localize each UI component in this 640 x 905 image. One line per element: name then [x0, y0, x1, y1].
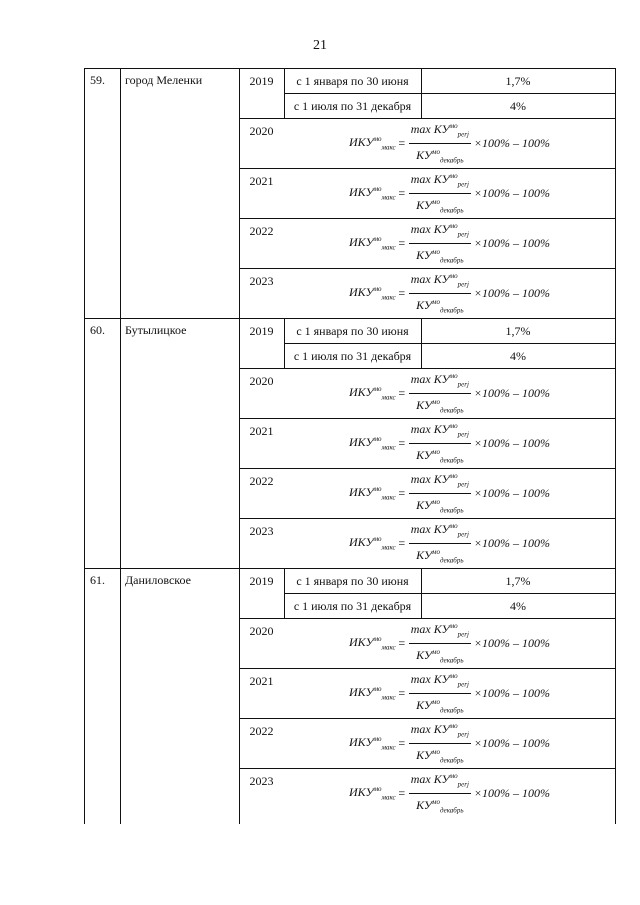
formula-lhs-sup: мо — [373, 234, 382, 243]
formula-den-sub: декабрь — [439, 155, 464, 164]
value-cell: 1,7% — [505, 324, 531, 338]
formula-lhs — [349, 535, 396, 551]
formula-numerator — [409, 519, 471, 543]
formula-equals: = — [397, 535, 406, 550]
formula-tail: ×100% – 100% — [473, 785, 550, 800]
year-cell: 2023 — [249, 274, 274, 288]
formula-den-sub: декабрь — [439, 755, 464, 764]
tariff-table — [84, 68, 615, 824]
formula-tail: ×100% – 100% — [473, 535, 550, 550]
year-cell: 2022 — [249, 724, 274, 738]
formula-den-sub: декабрь — [439, 255, 464, 264]
formula-num-sup: мо — [449, 422, 458, 431]
row-number: 59. — [90, 73, 105, 87]
formula-denominator — [416, 544, 463, 567]
formula-lhs-sub: макс — [381, 293, 396, 302]
formula-lhs-sub: макс — [381, 193, 396, 202]
period-cell: с 1 января по 30 июня — [296, 324, 409, 338]
col-divider-num — [120, 68, 121, 318]
formula-denominator — [416, 144, 463, 167]
formula-num-sub: реrj — [457, 630, 469, 639]
formula-num-sup: мо — [449, 372, 458, 381]
ikum-formula — [284, 268, 615, 318]
formula-fraction — [409, 419, 471, 467]
formula-numerator — [409, 269, 471, 293]
formula-num-text: max КУ — [410, 122, 450, 137]
sub-row-divider — [284, 593, 616, 594]
formula-equals: = — [397, 485, 406, 500]
formula-den-text: КУ — [416, 497, 432, 512]
formula-denominator — [416, 194, 463, 217]
formula-lhs — [349, 185, 396, 201]
formula-equals: = — [397, 635, 406, 650]
formula-num-sup: мо — [449, 772, 458, 781]
formula-denominator — [416, 644, 463, 667]
block-border — [84, 318, 616, 319]
formula-equals: = — [397, 235, 406, 250]
formula-den-sup: мо — [432, 797, 440, 806]
table-border-left — [84, 68, 85, 824]
formula-den-sub: декабрь — [439, 405, 464, 414]
formula-lhs — [349, 135, 396, 151]
year-cell: 2020 — [249, 124, 274, 138]
formula-den-sub: декабрь — [439, 805, 464, 814]
page-number: 21 — [313, 38, 327, 53]
formula-numerator — [409, 619, 471, 643]
value-cell: 4% — [510, 349, 526, 363]
formula-tail: ×100% – 100% — [473, 735, 550, 750]
formula-lhs — [349, 785, 396, 801]
formula-lhs-text: ИКУ — [349, 784, 374, 799]
formula-num-text: max КУ — [410, 422, 450, 437]
period-cell: с 1 июля по 31 декабря — [293, 349, 412, 363]
formula-num-sub: реrj — [457, 230, 469, 239]
formula-lhs-sub: макс — [381, 393, 396, 402]
formula-lhs — [349, 285, 396, 301]
formula-num-sup: мо — [449, 722, 458, 731]
formula-den-text: КУ — [416, 147, 432, 162]
value-cell: 4% — [510, 99, 526, 113]
formula-denominator — [416, 394, 463, 417]
formula-lhs-text: ИКУ — [349, 184, 374, 199]
formula-numerator — [409, 119, 471, 143]
formula-den-text: КУ — [416, 797, 432, 812]
formula-denominator — [416, 744, 463, 767]
formula-num-text: max КУ — [410, 722, 450, 737]
formula-fraction — [409, 269, 471, 317]
formula-den-sup: мо — [432, 547, 440, 556]
value-cell: 1,7% — [505, 574, 531, 588]
formula-den-text: КУ — [416, 197, 432, 212]
formula-lhs — [349, 735, 396, 751]
formula-lhs — [349, 435, 396, 451]
formula-denominator — [416, 694, 463, 717]
formula-fraction — [409, 619, 471, 667]
formula-lhs — [349, 485, 396, 501]
formula-lhs — [349, 635, 396, 651]
formula-lhs-text: ИКУ — [349, 684, 374, 699]
formula-lhs-text: ИКУ — [349, 484, 374, 499]
formula-fraction — [409, 469, 471, 517]
year-cell: 2021 — [249, 424, 274, 438]
formula-lhs-sub: макс — [381, 493, 396, 502]
formula-lhs-text: ИКУ — [349, 534, 374, 549]
formula-num-sub: реrj — [457, 780, 469, 789]
formula-equals: = — [397, 385, 406, 400]
formula-lhs-text: ИКУ — [349, 634, 374, 649]
ikum-formula — [284, 218, 615, 268]
formula-lhs-sup: мо — [373, 784, 382, 793]
ikum-formula — [284, 518, 615, 568]
formula-lhs-sup: мо — [373, 434, 382, 443]
formula-num-sup: мо — [449, 622, 458, 631]
formula-lhs-text: ИКУ — [349, 284, 374, 299]
formula-lhs — [349, 685, 396, 701]
formula-denominator — [416, 244, 463, 267]
year-cell: 2020 — [249, 624, 274, 638]
formula-den-text: КУ — [416, 447, 432, 462]
value-cell: 1,7% — [505, 74, 531, 88]
formula-lhs-text: ИКУ — [349, 134, 374, 149]
ikum-formula — [284, 468, 615, 518]
block-border — [84, 568, 616, 569]
col-divider-num — [120, 568, 121, 824]
formula-num-text: max КУ — [410, 772, 450, 787]
formula-den-sup: мо — [432, 297, 440, 306]
formula-lhs-sup: мо — [373, 734, 382, 743]
formula-num-text: max КУ — [410, 622, 450, 637]
formula-lhs-sub: макс — [381, 543, 396, 552]
formula-den-text: КУ — [416, 397, 432, 412]
formula-tail: ×100% – 100% — [473, 435, 550, 450]
formula-den-text: КУ — [416, 697, 432, 712]
formula-den-sup: мо — [432, 497, 440, 506]
formula-fraction — [409, 719, 471, 767]
formula-numerator — [409, 419, 471, 443]
formula-num-sup: мо — [449, 272, 458, 281]
formula-den-sub: декабрь — [439, 555, 464, 564]
municipality-name: город Меленки — [125, 73, 203, 87]
period-cell: с 1 января по 30 июня — [296, 574, 409, 588]
formula-den-text: КУ — [416, 297, 432, 312]
year-cell: 2019 — [249, 574, 274, 588]
formula-lhs-sup: мо — [373, 534, 382, 543]
formula-num-sub: реrj — [457, 530, 469, 539]
formula-num-sup: мо — [449, 522, 458, 531]
formula-num-text: max КУ — [410, 172, 450, 187]
formula-numerator — [409, 769, 471, 793]
formula-tail: ×100% – 100% — [473, 135, 550, 150]
formula-num-sub: реrj — [457, 180, 469, 189]
formula-num-sub: реrj — [457, 730, 469, 739]
formula-denominator — [416, 794, 463, 817]
formula-lhs — [349, 385, 396, 401]
formula-fraction — [409, 669, 471, 717]
formula-lhs-sup: мо — [373, 284, 382, 293]
formula-fraction — [409, 519, 471, 567]
formula-lhs-sup: мо — [373, 634, 382, 643]
period-cell: с 1 января по 30 июня — [296, 74, 409, 88]
ikum-formula — [284, 718, 615, 768]
formula-den-sup: мо — [432, 397, 440, 406]
formula-num-sub: реrj — [457, 680, 469, 689]
year-cell: 2023 — [249, 774, 274, 788]
value-cell: 4% — [510, 599, 526, 613]
formula-lhs — [349, 235, 396, 251]
formula-lhs-text: ИКУ — [349, 734, 374, 749]
formula-lhs-sup: мо — [373, 684, 382, 693]
table-border-right — [615, 68, 616, 824]
year-cell: 2019 — [249, 324, 274, 338]
formula-num-sub: реrj — [457, 380, 469, 389]
sub-row-divider — [284, 343, 616, 344]
formula-numerator — [409, 369, 471, 393]
formula-num-sub: реrj — [457, 430, 469, 439]
formula-den-text: КУ — [416, 547, 432, 562]
formula-lhs-sub: макс — [381, 443, 396, 452]
col-divider-num — [120, 318, 121, 568]
formula-den-sup: мо — [432, 647, 440, 656]
year-cell: 2022 — [249, 224, 274, 238]
formula-tail: ×100% – 100% — [473, 485, 550, 500]
formula-lhs-sub: макс — [381, 243, 396, 252]
formula-num-text: max КУ — [410, 372, 450, 387]
formula-numerator — [409, 719, 471, 743]
ikum-formula — [284, 418, 615, 468]
formula-equals: = — [397, 135, 406, 150]
formula-denominator — [416, 294, 463, 317]
formula-num-sub: реrj — [457, 280, 469, 289]
formula-lhs-text: ИКУ — [349, 234, 374, 249]
formula-num-sup: мо — [449, 672, 458, 681]
ikum-formula — [284, 168, 615, 218]
formula-num-sup: мо — [449, 472, 458, 481]
formula-den-sup: мо — [432, 197, 440, 206]
municipality-name: Бутылицкое — [125, 323, 187, 337]
formula-fraction — [409, 769, 471, 817]
formula-num-sub: реrj — [457, 480, 469, 489]
formula-equals: = — [397, 685, 406, 700]
formula-num-sup: мо — [449, 172, 458, 181]
formula-num-sub: реrj — [457, 130, 469, 139]
formula-den-text: КУ — [416, 647, 432, 662]
ikum-formula — [284, 368, 615, 418]
formula-lhs-sup: мо — [373, 484, 382, 493]
formula-den-sub: декабрь — [439, 305, 464, 314]
formula-den-sup: мо — [432, 447, 440, 456]
table-border-top — [84, 68, 616, 69]
formula-den-text: КУ — [416, 247, 432, 262]
formula-den-sub: декабрь — [439, 455, 464, 464]
formula-den-sub: декабрь — [439, 655, 464, 664]
formula-lhs-sup: мо — [373, 134, 382, 143]
formula-den-sup: мо — [432, 247, 440, 256]
ikum-formula — [284, 118, 615, 168]
formula-lhs-sub: макс — [381, 793, 396, 802]
formula-lhs-sup: мо — [373, 384, 382, 393]
formula-tail: ×100% – 100% — [473, 235, 550, 250]
formula-numerator — [409, 169, 471, 193]
formula-den-sup: мо — [432, 697, 440, 706]
formula-equals: = — [397, 185, 406, 200]
formula-fraction — [409, 119, 471, 167]
formula-lhs-sub: макс — [381, 143, 396, 152]
year-cell: 2020 — [249, 374, 274, 388]
year-cell: 2022 — [249, 474, 274, 488]
ikum-formula — [284, 668, 615, 718]
formula-fraction — [409, 219, 471, 267]
formula-lhs-text: ИКУ — [349, 384, 374, 399]
formula-tail: ×100% – 100% — [473, 285, 550, 300]
formula-equals: = — [397, 735, 406, 750]
period-cell: с 1 июля по 31 декабря — [293, 599, 412, 613]
formula-tail: ×100% – 100% — [473, 635, 550, 650]
formula-lhs-sub: макс — [381, 643, 396, 652]
formula-lhs-sub: макс — [381, 693, 396, 702]
formula-fraction — [409, 369, 471, 417]
formula-den-sup: мо — [432, 147, 440, 156]
year-cell: 2021 — [249, 174, 274, 188]
year-cell: 2019 — [249, 74, 274, 88]
formula-num-text: max КУ — [410, 522, 450, 537]
formula-equals: = — [397, 285, 406, 300]
period-cell: с 1 июля по 31 декабря — [293, 99, 412, 113]
formula-tail: ×100% – 100% — [473, 185, 550, 200]
ikum-formula — [284, 618, 615, 668]
formula-numerator — [409, 669, 471, 693]
formula-den-sub: декабрь — [439, 205, 464, 214]
formula-equals: = — [397, 435, 406, 450]
year-cell: 2023 — [249, 524, 274, 538]
sub-row-divider — [284, 93, 616, 94]
formula-num-text: max КУ — [410, 472, 450, 487]
formula-num-sup: мо — [449, 122, 458, 131]
formula-fraction — [409, 169, 471, 217]
formula-lhs-sub: макс — [381, 743, 396, 752]
formula-denominator — [416, 444, 463, 467]
formula-num-text: max КУ — [410, 272, 450, 287]
formula-den-sub: декабрь — [439, 505, 464, 514]
formula-lhs-sup: мо — [373, 184, 382, 193]
formula-denominator — [416, 494, 463, 517]
formula-num-text: max КУ — [410, 222, 450, 237]
year-cell: 2021 — [249, 674, 274, 688]
formula-numerator — [409, 219, 471, 243]
formula-den-sub: декабрь — [439, 705, 464, 714]
formula-tail: ×100% – 100% — [473, 385, 550, 400]
formula-lhs-text: ИКУ — [349, 434, 374, 449]
formula-den-sup: мо — [432, 747, 440, 756]
row-number: 61. — [90, 573, 105, 587]
ikum-formula — [284, 768, 615, 818]
formula-num-text: max КУ — [410, 672, 450, 687]
formula-equals: = — [397, 785, 406, 800]
formula-numerator — [409, 469, 471, 493]
formula-num-sup: мо — [449, 222, 458, 231]
row-number: 60. — [90, 323, 105, 337]
municipality-name: Даниловское — [125, 573, 191, 587]
formula-tail: ×100% – 100% — [473, 685, 550, 700]
formula-den-text: КУ — [416, 747, 432, 762]
